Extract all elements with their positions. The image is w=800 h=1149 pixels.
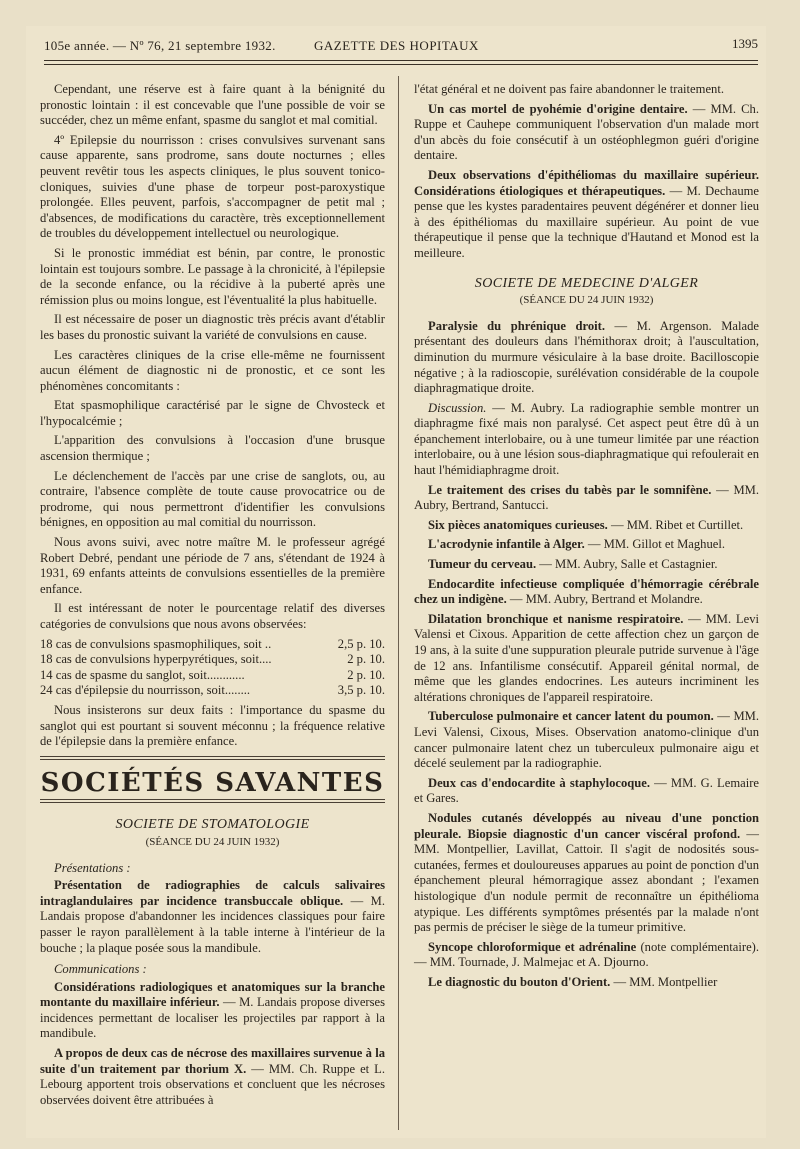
right-column bbox=[414, 82, 759, 994]
report-entry: Nodules cutanés développés au niveau d'une ponction pleurale. Biopsie diagnostic d'un cancer viscéral profond. — MM. Montpellier, Lavillat, Cattoir. Il s'agit de nodosités sous-cutanées, fermes et douloureuses apparues au point de ponction d'un épanchement pleural hémorragique assez abondant ; l'examen histologique d'un nodule permit de reconnaître un épithélioma atypique. Les différents symptômes présentés par la malade n'ont pas permis de préciser le siège de la tumeur primitive. bbox=[414, 810, 759, 935]
report-entry: Deux observations d'épithéliomas du maxillaire supérieur. Considérations étiologiques et thérapeutiques. — M. Dechaume pense que les kystes paradentaires peuvent dégénérer et donner lieu à des épithéliomas du maxillaire supérieur. Au point de vue thérapeutique il pense que la technique d'Hautand et Monod est la meilleure. bbox=[414, 167, 760, 260]
banner-rule-top bbox=[40, 756, 385, 760]
report-entry: Le diagnostic du bouton d'Orient. — MM. Montpellier bbox=[428, 974, 718, 989]
report-entry: Tumeur du cerveau. — MM. Aubry, Salle et Castagnier. bbox=[428, 557, 718, 572]
society-title: SOCIETE DE STOMATOLOGIE bbox=[115, 817, 310, 833]
newspaper-page bbox=[26, 26, 766, 1138]
stats-row: 18 cas de convulsions spasmophiliques, soit .. 2,5 p. 10. bbox=[40, 636, 385, 651]
report-entry: Dilatation bronchique et nanisme respiratoire. — MM. Levi Valensi et Cixous. Apparition de cette affection chez un garçon de 19 ans, à la suite d'une suppuration pleurale putride survenue à l'âge de 12 ans. Infantilisme consécutif. Appareil génital normal, de même que les glandes endocrines. Les auteurs incriminent les altérations chroniques de l'appareil respiratoire. bbox=[414, 611, 759, 704]
left-column bbox=[40, 82, 385, 1112]
paragraph: Nous avons suivi, avec notre maître M. le professeur agrégé Robert Debré, pendant une période de 7 ans, s'étendant de 1924 à 1931, 69 enfants atteints de convulsions essentielles de la première enfance. bbox=[40, 535, 385, 596]
paragraph: Le déclenchement de l'accès par une crise de sanglots, ou, au contraire, l'absence complète de toute cause provocatrice ou de prodrome, qui nous permettront d'identifier les convulsions bénignes, en opposition au mal comitial du nourrisson. bbox=[40, 468, 385, 530]
stats-row: 18 cas de convulsions hyperpyrétiques, soit.... 2 p. 10. bbox=[40, 652, 385, 667]
report-entry: Endocardite infectieuse compliquée d'hémorragie cérébrale chez un indigène. — MM. Aubry, Bertrand et Molandre. bbox=[414, 576, 759, 607]
discussion-entry: Discussion. — M. Aubry. La radiographie semble montrer un diaphragme fixé mais non paralysé. Cet aspect peut être dû à un épanchement interlobaire, ou à une tumeur limitée par une réaction interlobaire, ou à une lésion sous-diaphragmatique qui refoulerait en haut l'hémidiaphragme droit. bbox=[414, 400, 759, 478]
stats-row: 14 cas de spasme du sanglot, soit............ 2 p. 10. bbox=[40, 667, 385, 682]
paragraph: Il est intéressant de noter le pourcentage relatif des diverses catégories de convulsions que nous avons observées: bbox=[40, 601, 385, 631]
communications-label: Communications : bbox=[54, 962, 147, 977]
issue-line: 105e année. — Nº 76, 21 septembre 1932. bbox=[44, 38, 276, 53]
report-entry: Considérations radiologiques et anatomiques sur la branche montante du maxillaire inférieur. — M. Landais propose diverses incidences permettant de localiser les projectiles par rapport à la mandibule. bbox=[40, 979, 385, 1041]
report-entry: Tuberculose pulmonaire et cancer latent du poumon. — MM. Levi Valensi, Cixous, Mises. Observation anatomo-clinique d'un cancer pulmonaire latent chez un tuberculeux pulmonaire aigu et décelé seulement par la radiographie. bbox=[414, 709, 759, 771]
report-entry: Deux cas d'endocardite à staphylocoque. — MM. G. Lemaire et Gares. bbox=[414, 775, 759, 806]
paragraph: 4º Epilepsie du nourrisson : crises convulsives survenant sans cause apparente, sans prodrome, sans doute nocturnes ; elles peuvent revêtir tous les aspects cliniques, le plus souvent tonico-cloniques, suivies d'une phase de torpeur post-paroxystique prolongée. Elles peuvent, parfois, s'accompagner de petit mal ; d'absences, de modifications du caractère, très exceptionnellement de troubles du développement intellectuel ou neurologique. bbox=[40, 132, 385, 241]
report-entry: Un cas mortel de pyohémie d'origine dentaire. — MM. Ch. Ruppe et Cauhepe communiquent l'observation d'un malade mort d'un abcès du foie consécutif à un ostéophlegmon guéri d'origine dentaire. bbox=[414, 101, 759, 163]
stats-list bbox=[40, 637, 385, 699]
header-rule-thin bbox=[44, 64, 758, 65]
session-date: (SÉANCE DU 24 JUIN 1932) bbox=[519, 294, 654, 307]
report-entry: Six pièces anatomiques curieuses. — MM. Ribet et Curtillet. bbox=[428, 517, 744, 532]
report-entry: Le traitement des crises du tabès par le somnifène. — MM. Aubry, Bertrand, Santucci. bbox=[414, 482, 759, 513]
paragraph: Si le pronostic immédiat est bénin, par contre, le pronostic lointain est toujours sombre. Le passage à la chronicité, à l'épilepsie de la seconde enfance, ou la récidive à la puberté après une rémission plus ou moins longue, est l'éventualité la plus habituelle. bbox=[40, 245, 385, 307]
paragraph: L'apparition des convulsions à l'occasion d'une brusque ascension thermique ; bbox=[40, 433, 385, 464]
society-title: SOCIETE DE MEDECINE D'ALGER bbox=[474, 275, 699, 291]
presentations-label: Présentations : bbox=[54, 860, 131, 875]
paragraph: l'état général et ne doivent pas faire abandonner le traitement. bbox=[414, 82, 724, 96]
report-entry: Syncope chloroformique et adrénaline (note complémentaire). — MM. Tournade, J. Malmejac et A. Djourno. bbox=[414, 939, 760, 970]
session-date: (SÉANCE DU 24 JUIN 1932) bbox=[145, 835, 280, 848]
column-divider bbox=[398, 76, 399, 1130]
paragraph: Etat spasmophilique caractérisé par le signe de Chvosteck et l'hypocalcémie ; bbox=[40, 398, 385, 428]
paragraph: Il est nécessaire de poser un diagnostic très précis avant d'établir les bases du pronostic suivant la variété de convulsions en cause. bbox=[40, 312, 385, 342]
header-rule bbox=[44, 60, 758, 61]
report-entry: Présentation de radiographies de calculs salivaires intraglandulaires par incidence transbuccale oblique. — M. Landais propose d'abandonner les incidences classiques pour faire passer le rayon parallèlement à la table interne à l'intérieur de la bouche ; la plaque posée sous la mandibule. bbox=[40, 878, 385, 955]
report-entry: L'acrodynie infantile à Alger. — MM. Gillot et Maghuel. bbox=[428, 537, 726, 552]
report-entry: A propos de deux cas de nécrose des maxillaires survenue à la suite d'un traitement par thorium X. — MM. Ch. Ruppe et L. Lebourg apportent trois observations et concluent que les nécroses observées doivent être attribuées à bbox=[40, 1046, 385, 1107]
banner-rule-bottom bbox=[40, 799, 385, 803]
running-header bbox=[44, 36, 758, 58]
paragraph: Cependant, une réserve est à faire quant à la bénignité du pronostic lointain : il est concevable que l'une possible de voir se succéder, chez un même enfant, spasme du sanglot et mal comitial. bbox=[40, 82, 385, 128]
paragraph: Les caractères cliniques de la crise elle-même ne fournissent aucun élément de diagnostic ni de pronostic, et ce sont les phénomènes concomitants : bbox=[40, 347, 385, 393]
report-entry: Paralysie du phrénique droit. — M. Argenson. Malade présentant des douleurs dans l'hémithorax droit; à l'auscultation, diminution du murmure vésiculaire à la base droite. Bacilloscopie négative ; à la radioscopie, surélévation considérable de la coupole diaphragmatique droite. bbox=[414, 318, 759, 396]
stats-row: 24 cas d'épilepsie du nourrisson, soit........ 3,5 p. 10. bbox=[40, 683, 385, 698]
section-banner: SOCIÉTÉS SAVANTES bbox=[40, 767, 385, 798]
page-number: 1395 bbox=[732, 36, 758, 51]
journal-title: GAZETTE DES HOPITAUX bbox=[314, 38, 479, 53]
paragraph: Nous insisterons sur deux faits : l'importance du spasme du sanglot qui est pourtant si souvent méconnu ; la fréquence relative de l'épilepsie dans la première enfance. bbox=[40, 702, 385, 749]
